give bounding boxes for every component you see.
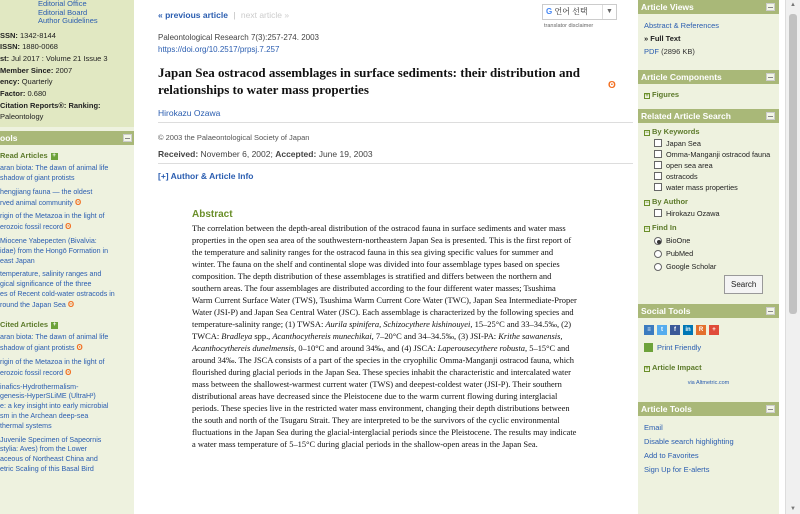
article-components-header: Article Components: [638, 70, 779, 84]
social-tools-header: Social Tools: [638, 304, 779, 318]
article-title: Japan Sea ostracod assemblages in surface sediments: their distribution and relationships to water mass properties: [158, 65, 580, 97]
collapse-icon: −: [645, 200, 649, 206]
article-impact-toggle[interactable]: + Article Impact: [645, 363, 702, 372]
full-text-label: » Full Text: [644, 34, 681, 43]
journal-citation: Paleontological Research 7(3):257-274. 2003: [158, 33, 319, 42]
meta-latest: st: Jul 2017 : Volume 21 Issue 3: [0, 53, 108, 63]
disable-highlighting-link[interactable]: Disable search highlighting: [644, 437, 734, 446]
minimize-icon[interactable]: [766, 112, 775, 120]
right-sidebar: [638, 0, 779, 514]
print-icon: [644, 343, 653, 352]
pdf-link[interactable]: PDF: [644, 47, 659, 56]
abstract-text: The correlation between the depth-areal distribution of the ostracod fauna in surface sediments and water mass properties in the open sea area of the southwestern-northeastern Japan Sea is presented. This is the first report of the temperature and salinity ranges for the ostracod fauna in this sea giving specific values for summer and winter. The fauna on the shelf and continental slope was divided into four assemblage types based on species composition. The depth distribution of these assemblages is stratified and differs between the northern and southern areas. The four assemblages are distributed according to the four different water masses; Tsushima Warm Current Surface Water (TWS), Tsushima Warm Current Core Water (TWC), Japan Sea Intermediate-Proper Water (JSI-P) and Japan Sea Central Water (JSC). Each assemblage is characterized by the following species and temperature-salinity range; (1) TWSA: Aurila spinifera, Schizocythere kishinouyei, 15–25°C and 33–34.5‰, (2) TWCA: Bradleya spp., Acanthocythereis munechikai, 7–20°C and 34–34.5‰, (3) JSI-PA: Krithe sawanensis, Acanthocythereis dunelmensis, 0–10°C and around 34‰, and (4) JSCA: Laperousecythere robusta, 5–15°C and around 34‰. The JSCA consists of a part of the species in the cryophilic Omma-Manganji ostracod fauna, which flourished during glacial periods in the Japan Sea. These species inhabit the characteristic and intercalated water mass between the shallowest-warmest current water (TWS) and deepest-coldest water (JSI-P). Their southern distributional areas have decreased since the Pleistocene due to the warm current flowing during interglacial periods. These species live in the restricted water mass environment, changing their depth distributions between the south and north of the Tsugaru Strait. They are interpreted to be the survivors of the cyclic environmental fluctuations in the Japan Sea during the glacial-interglacial periods since the Pleistocene. The results may indicate a water mass temperature of 5–15°C during glacial periods in the shallow-open areas in the Japan Sea.: [192, 223, 577, 449]
minimize-icon[interactable]: [766, 3, 775, 11]
article-views-panel: [638, 14, 779, 64]
previous-article-link[interactable]: « previous article: [158, 10, 228, 20]
radio-button[interactable]: [654, 263, 662, 271]
meta-eissn: ISSN: 1880-0068: [0, 42, 58, 52]
doi-link[interactable]: https://doi.org/10.2517/prpsj.7.257: [158, 45, 280, 54]
article-main: [134, 0, 636, 514]
language-select[interactable]: [542, 4, 617, 20]
open-access-icon: ʘ: [608, 80, 616, 91]
find-in-toggle[interactable]: − Find In: [645, 223, 677, 232]
editorial-office-link[interactable]: Editorial Office: [38, 0, 87, 8]
more-icon[interactable]: +: [709, 325, 719, 335]
article-nav: [158, 10, 289, 20]
expand-icon[interactable]: +: [52, 152, 56, 159]
keyword-checkbox-row[interactable]: ostracods: [654, 171, 773, 182]
open-access-icon: ʘ: [76, 343, 83, 353]
print-friendly-link[interactable]: Print Friendly: [644, 341, 773, 354]
editorial-links: [0, 0, 134, 26]
author-article-info-toggle[interactable]: [+] Author & Article Info: [158, 171, 254, 181]
meta-issn: SSN: 1342-8144: [0, 30, 56, 40]
keyword-checkbox-row[interactable]: water mass properties: [654, 182, 773, 193]
search-button[interactable]: Search: [724, 275, 763, 294]
divider: [158, 163, 633, 164]
facebook-icon[interactable]: f: [670, 325, 680, 335]
meta-category: Paleontology: [0, 112, 44, 122]
author-checkbox-row[interactable]: Hirokazu Ozawa: [654, 208, 773, 219]
language-select-label: 언어 선택: [554, 7, 588, 16]
checkbox[interactable]: [654, 172, 662, 180]
left-sidebar: [0, 0, 134, 514]
most-read-section: [0, 145, 134, 310]
most-read-heading: Read Articles +: [0, 151, 56, 161]
open-access-icon: ʘ: [65, 367, 72, 377]
google-icon: G: [546, 7, 553, 16]
nav-separator: |: [233, 10, 236, 20]
most-cited-heading: Cited Articles +: [0, 320, 57, 330]
meta-frequency: ency: Quarterly: [0, 77, 53, 87]
linkedin-icon[interactable]: in: [683, 325, 693, 335]
author-guidelines-link[interactable]: Author Guidelines: [38, 16, 98, 25]
minimize-icon[interactable]: [766, 307, 775, 315]
list-item[interactable]: rigin of the Metazoa in the light of erozoic fossil record ʘ: [0, 212, 105, 232]
most-cited-section: [0, 314, 134, 474]
e-alerts-link[interactable]: Sign Up for E-alerts: [644, 465, 710, 474]
rss-icon[interactable]: R: [696, 325, 706, 335]
journal-info-panel: [0, 0, 134, 127]
article-components-panel: [638, 84, 779, 107]
list-item[interactable]: aran biota: The dawn of animal life shadow of giant protists ʘ: [0, 333, 109, 353]
article-tools-panel: [638, 416, 779, 483]
page-scrollbar[interactable]: [785, 0, 800, 514]
collapse-icon: −: [645, 130, 649, 136]
keyword-checkbox-row[interactable]: open sea area: [654, 160, 773, 171]
article-tools-header: Article Tools: [638, 402, 779, 416]
source-radio-google-scholar[interactable]: Google Scholar: [654, 260, 773, 273]
keyword-checkbox-row[interactable]: Japan Sea: [654, 138, 773, 149]
checkbox[interactable]: [654, 150, 662, 158]
pdf-size: (2896 KB): [661, 47, 695, 56]
social-tools-panel: [638, 318, 779, 396]
checkbox[interactable]: [654, 183, 662, 191]
related-search-header: Related Article Search: [638, 109, 779, 123]
delicious-icon[interactable]: ≡: [644, 325, 654, 335]
open-access-icon: ʘ: [67, 299, 75, 309]
email-link[interactable]: Email: [644, 423, 663, 432]
list-item[interactable]: Juvenile Specimen of Sapeornis stylia: Aves) from the Lower aceous of Northeast China and etric Scaling of this Basal Bird: [0, 435, 102, 474]
source-radio-pubmed[interactable]: PubMed: [654, 247, 773, 260]
by-author-toggle[interactable]: − By Author: [645, 197, 688, 206]
checkbox[interactable]: [654, 139, 662, 147]
scrollbar-thumb[interactable]: [789, 14, 797, 314]
expand-icon[interactable]: +: [52, 322, 57, 328]
altmetric-link[interactable]: via Altmetric.com: [687, 380, 730, 386]
translator-disclaimer-link[interactable]: translator disclaimer: [544, 23, 594, 29]
scroll-up-icon[interactable]: ▲: [790, 2, 796, 8]
radio-button[interactable]: [654, 250, 662, 258]
scroll-down-icon[interactable]: ▼: [790, 506, 796, 512]
abstract-heading: Abstract: [192, 209, 233, 220]
pdf-row: [644, 45, 773, 58]
next-article-link[interactable]: next article »: [240, 10, 290, 20]
author-link[interactable]: Hirokazu Ozawa: [158, 108, 221, 118]
collapse-icon: −: [645, 226, 649, 232]
source-radio-bioone[interactable]: BioOne: [654, 234, 773, 247]
article-views-header: Article Views: [638, 0, 779, 14]
open-access-icon: ʘ: [65, 222, 72, 232]
copyright-text: © 2003 the Palaeontological Society of Japan: [158, 133, 310, 142]
meta-jcr-ranking: Citation Reports®: Ranking:: [0, 100, 101, 110]
article-dates: Received: November 6, 2002; Accepted: June 19, 2003: [158, 149, 373, 159]
list-item[interactable]: aran biota: The dawn of animal life shadow of giant protists: [0, 164, 109, 182]
twitter-icon[interactable]: t: [657, 325, 667, 335]
checkbox[interactable]: [654, 161, 662, 169]
divider: [158, 122, 633, 123]
add-favorites-link[interactable]: Add to Favorites: [644, 451, 699, 460]
chevron-down-icon[interactable]: ▼: [602, 5, 616, 19]
list-item[interactable]: temperature, salinity ranges and gical significance of the three es of Recent cold-water ostracods in round the Japan Sea ʘ: [0, 270, 115, 309]
related-search-panel: [638, 123, 779, 300]
list-item[interactable]: rigin of the Metazoa in the light of erozoic fossil record ʘ: [0, 358, 105, 377]
social-icons: [644, 325, 773, 335]
radio-button[interactable]: [654, 237, 662, 245]
meta-member-since: Member Since: 2007: [0, 65, 73, 75]
by-keywords-toggle[interactable]: − By Keywords: [645, 127, 700, 136]
open-access-icon: ʘ: [74, 197, 82, 207]
list-item[interactable]: inafics-Hydrothermalism- genesis-HyperSLiME (UltraH³) e: a key insight into early microbial sm in the Archean deep-sea thermal systems: [0, 382, 109, 430]
journal-meta: [0, 26, 134, 124]
keyword-checkbox-row[interactable]: Omma-Manganji ostracod fauna: [654, 149, 773, 160]
checkbox[interactable]: [654, 209, 662, 217]
editorial-board-link[interactable]: Editorial Board: [38, 7, 88, 17]
abstract-references-link[interactable]: Abstract & References: [644, 21, 720, 30]
list-item[interactable]: hengjiang fauna — the oldest rved animal community ʘ: [0, 187, 93, 207]
expand-icon: +: [645, 93, 649, 99]
minimize-icon[interactable]: [123, 134, 132, 142]
tools-header: ools: [0, 131, 134, 145]
list-item[interactable]: Miocene Yabepecten (Bivalvia: idae) from the Hongō Formation in east Japan: [0, 236, 109, 265]
minimize-icon[interactable]: [766, 73, 775, 81]
meta-impact-factor: Factor: 0.680: [0, 89, 47, 99]
minimize-icon[interactable]: [766, 405, 775, 413]
expand-icon: +: [645, 366, 649, 372]
figures-toggle[interactable]: + Figures: [645, 90, 680, 99]
